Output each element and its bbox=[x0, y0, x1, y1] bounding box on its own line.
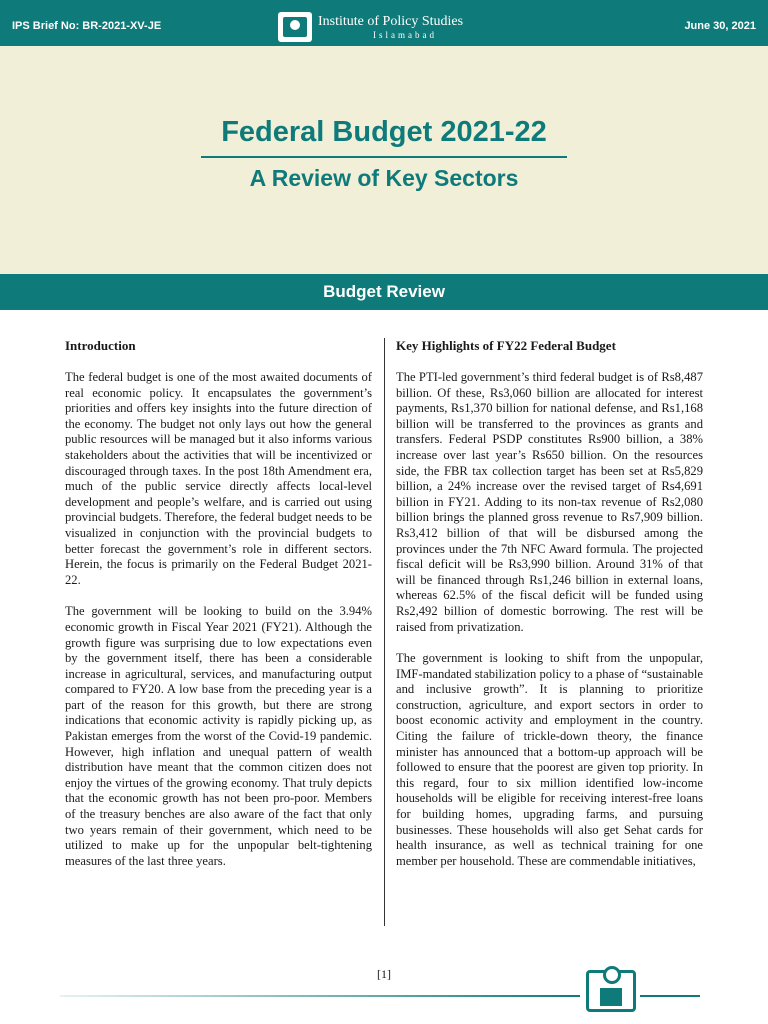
paragraph: The federal budget is one of the most awaited documents of real economic policy. It encapsulates the government’s priorities and offers key insights into the future direction of the economy. The budget not only lays out how the general public resources will be managed but it also informs various stakeholders about the activities that will be incentivized or discouraged through taxes. In the post 18th Amendment era, much of the public service directly affects local-level development and people’s welfare, and is carried out using provincial budgets. Therefore, the federal budget needs to be visualized in conjunction with the provincial budgets to better forecast the government’s role in different sectors. Herein, the focus is primarily on the Federal Budget 2021-22. bbox=[65, 370, 372, 587]
org-name: Institute of Policy Studies bbox=[318, 14, 464, 29]
paragraph: The government will be looking to build on the 3.94% economic growth in Fiscal Year 2021 (FY21). Although the growth figure was surprising due to low expectations even by the government itself, there has been a considerable increase in agricultural, services, and manufacturing output compared to FY20. A low base from the preceding year is a part of the reason for this growth, but there are strong indications that economic activity is rapidly picking up, as Pakistan emerges from the worst of the Covid-19 pandemic. However, high inflation and unequal pattern of wealth distribution have meant that the common citizen does not enjoy the virtues of the growing economy. That truly depicts that the economic growth has not been pro-poor. Members of the treasury benches are also aware of the fact that only two years remain of their government, which need to be utilized to make up for the unpopular belt-tightening measures of the last three years. bbox=[65, 604, 372, 868]
ips-logo-icon bbox=[586, 966, 638, 1014]
title-divider bbox=[201, 156, 567, 158]
brief-number: IPS Brief No: BR-2021-XV-JE bbox=[12, 20, 162, 32]
ips-logo-icon bbox=[278, 12, 312, 42]
paragraph: The PTI-led government’s third federal budget is of Rs8,487 billion. Of these, Rs3,060 billion are allocated for interest payments, Rs1,370 billion for national defense, and Rs1,168 billion will be transferred to the provinces as grants and transfers. Federal PSDP constitutes Rs900 billion, a 38% increase over last year’s Rs650 billion. On the resources side, the FBR tax collection target has been set at Rs5,829 billion, a 24% increase over the revised target of Rs4,691 billion in FY21. Adding to its non-tax revenue of Rs2,080 billion brings the planned gross revenue to Rs7,909 billion. Rs3,412 billion of that will be disbursed among the provinces under the 7th NFC Award formula. The projected fiscal deficit will be Rs3,990 billion. Around 31% of that will be financed through Rs1,246 billion in external loans, whereas 62.5% of the fiscal deficit will be funded using Rs2,492 billion of domestic borrowing. The rest will be raised from privatization. bbox=[396, 370, 703, 634]
title-banner bbox=[0, 46, 768, 274]
page-title: Federal Budget 2021-22 bbox=[221, 116, 547, 148]
ips-logo bbox=[278, 12, 490, 44]
section-band-label: Budget Review bbox=[323, 282, 445, 301]
highlights-heading: Key Highlights of FY22 Federal Budget bbox=[396, 338, 616, 353]
org-city: Islamabad bbox=[373, 30, 437, 40]
right-column bbox=[396, 338, 703, 885]
page-number: [1] bbox=[377, 967, 391, 981]
footer-rule bbox=[640, 995, 700, 997]
column-divider bbox=[384, 338, 385, 926]
paragraph: The government is looking to shift from the unpopular, IMF-mandated stabilization policy to a phase of “sustainable and inclusive growth”. It is planning to prioritize construction, agriculture, and export sectors in order to boost economic activity and employment in the country. Citing the failure of trickle-down theory, the finance minister has announced that a bottom-up approach will be followed to ensure that the poorest are given top priority. In this regard, four to six million identified low-income households will be eligible for receiving interest-free loans for building homes, upgrading farms, and pursuing businesses. These households will also get Sehat cards for health insurance, as well as technical training for one member per household. These are commendable initiatives, bbox=[396, 651, 703, 868]
header-bar bbox=[0, 0, 768, 46]
left-column bbox=[65, 338, 372, 885]
page-subtitle: A Review of Key Sectors bbox=[249, 165, 519, 191]
introduction-heading: Introduction bbox=[65, 338, 136, 353]
publication-date: June 30, 2021 bbox=[684, 20, 756, 32]
footer-rule bbox=[60, 995, 580, 997]
